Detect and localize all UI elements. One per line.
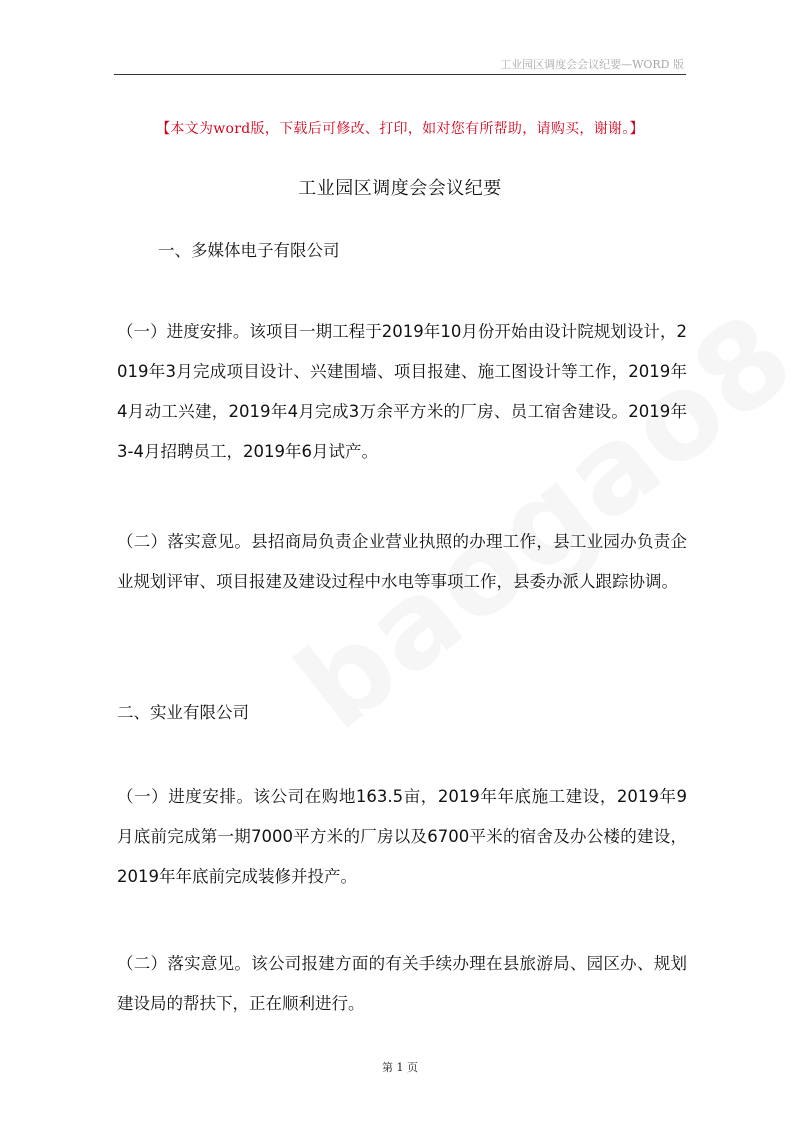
download-notice: 【本文为word版，下载后可修改、打印，如对您有所帮助，请购买，谢谢。】	[156, 121, 644, 137]
section-heading-1: 一、多媒体电子有限公司	[158, 241, 340, 260]
section-2-item-2: （二）落实意见。该公司报建方面的有关手续办理在县旅游局、园区办、规划建设局的帮扶下，正在顺利进行。	[117, 954, 687, 1013]
header-divider	[114, 74, 686, 75]
section-heading-2: 二、实业有限公司	[117, 703, 249, 722]
document-title: 工业园区调度会会议纪要	[298, 178, 502, 199]
section-1-item-2: （二）落实意见。县招商局负责企业营业执照的办理工作，县工业园办负责企业规划评审、项目报建及建设过程中水电等事项工作，县委办派人跟踪协调。	[117, 532, 687, 591]
page-number: 第 1 页	[382, 1061, 418, 1074]
section-1-item-1: （一）进度安排。该项目一期工程于2019年10月份开始由设计院规划设计，2019年3月完成项目设计、兴建围墙、项目报建、施工图设计等工作，2019年4月动工兴建，2019年4月完成3万余平方米的厂房、员工宿舍建设。2019年3-4月招聘员工，2019年6月试产。	[117, 322, 687, 461]
header-running-title: 工业园区调度会会议纪要—WORD 版	[500, 58, 684, 71]
section-2-item-1: （一）进度安排。该公司在购地163.5亩，2019年年底施工建设，2019年9月底前完成第一期7000平方米的厂房以及6700平米的宿舍及办公楼的建设，2019年年底前完成装修并投产。	[117, 787, 687, 886]
